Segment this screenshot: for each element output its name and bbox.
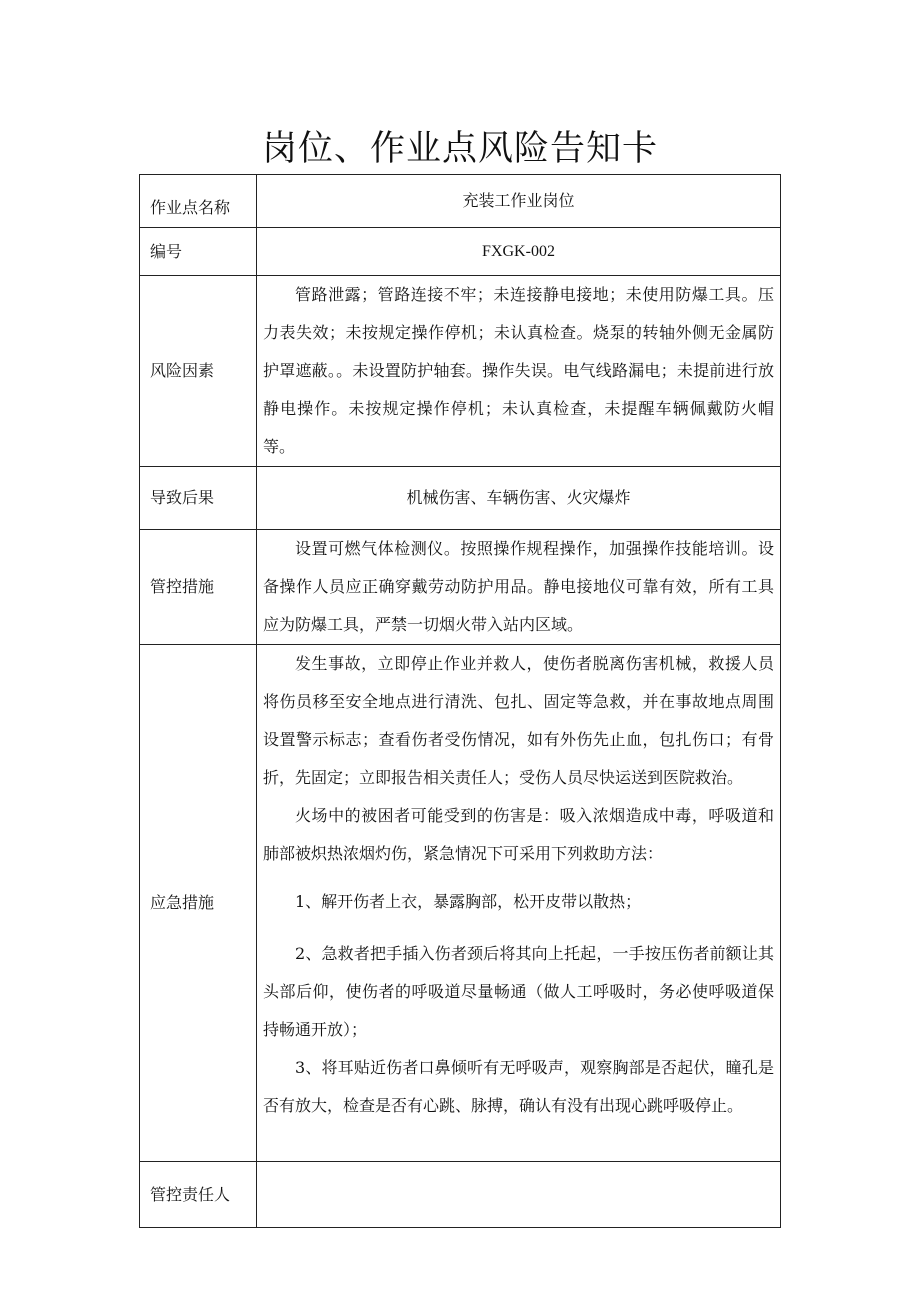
label-risk-factors: 风险因素	[140, 276, 257, 467]
value-risk-factors	[257, 276, 781, 467]
value-code: FXGK-002	[257, 228, 781, 276]
control-measures-text: 设置可燃气体检测仪。按照操作规程操作，加强操作技能培训。设备操作人员应正确穿戴劳动防护用品。静电接地仪可靠有效，所有工具应为防爆工具，严禁一切烟火带入站内区域。	[263, 539, 774, 634]
row-emergency	[140, 645, 781, 1162]
value-site-name: 充装工作业岗位	[257, 175, 781, 228]
emergency-step: 3、将耳贴近伤者口鼻倾听有无呼吸声，观察胸部是否起伏，瞳孔是否有放大，检查是否有心跳、脉搏，确认有没有出现心跳呼吸停止。	[263, 1058, 774, 1115]
risk-notice-table	[139, 174, 781, 1228]
risk-factors-text: 管路泄露；管路连接不牢；未连接静电接地；未使用防爆工具。压力表失效；未按规定操作停机；未认真检查。烧泵的转轴外侧无金属防护罩遮蔽。。未设置防护轴套。操作失误。电气线路漏电；未提前进行放静电操作。未按规定操作停机；未认真检查，未提醒车辆佩戴防火帽等。	[263, 285, 774, 456]
emergency-spacer	[263, 1125, 774, 1161]
emergency-step: 1、解开伤者上衣，暴露胸部，松开皮带以散热；	[295, 892, 642, 911]
label-emergency: 应急措施	[140, 645, 257, 1162]
row-consequences	[140, 467, 781, 530]
label-control-measures: 管控措施	[140, 530, 257, 645]
label-consequences: 导致后果	[140, 467, 257, 530]
label-responsible: 管控责任人	[140, 1162, 257, 1228]
row-responsible	[140, 1162, 781, 1228]
label-site-name: 作业点名称	[140, 175, 257, 228]
value-consequences: 机械伤害、车辆伤害、火灾爆炸	[257, 467, 781, 530]
row-control-measures	[140, 530, 781, 645]
row-risk-factors	[140, 276, 781, 467]
page-title: 岗位、作业点风险告知卡	[261, 129, 658, 169]
label-code: 编号	[140, 228, 257, 276]
value-responsible	[257, 1162, 781, 1228]
emergency-step: 2、急救者把手插入伤者颈后将其向上托起，一手按压伤者前额让其头部后仰，使伤者的呼吸道尽量畅通（做人工呼吸时，务必使呼吸道保持畅通开放）；	[263, 944, 774, 1039]
value-emergency	[257, 645, 781, 1162]
emergency-paragraph: 火场中的被困者可能受到的伤害是：吸入浓烟造成中毒，呼吸道和肺部被炽热浓烟灼伤，紧急情况下可采用下列救助方法：	[263, 806, 774, 863]
value-control-measures	[257, 530, 781, 645]
emergency-paragraph: 发生事故，立即停止作业并救人，使伤者脱离伤害机械，救援人员将伤员移至安全地点进行清洗、包扎、固定等急救，并在事故地点周围设置警示标志；查看伤者受伤情况，如有外伤先止血，包扎伤口；有骨折，先固定；立即报告相关责任人；受伤人员尽快运送到医院救治。	[263, 654, 774, 787]
row-code	[140, 228, 781, 276]
row-site-name	[140, 175, 781, 228]
